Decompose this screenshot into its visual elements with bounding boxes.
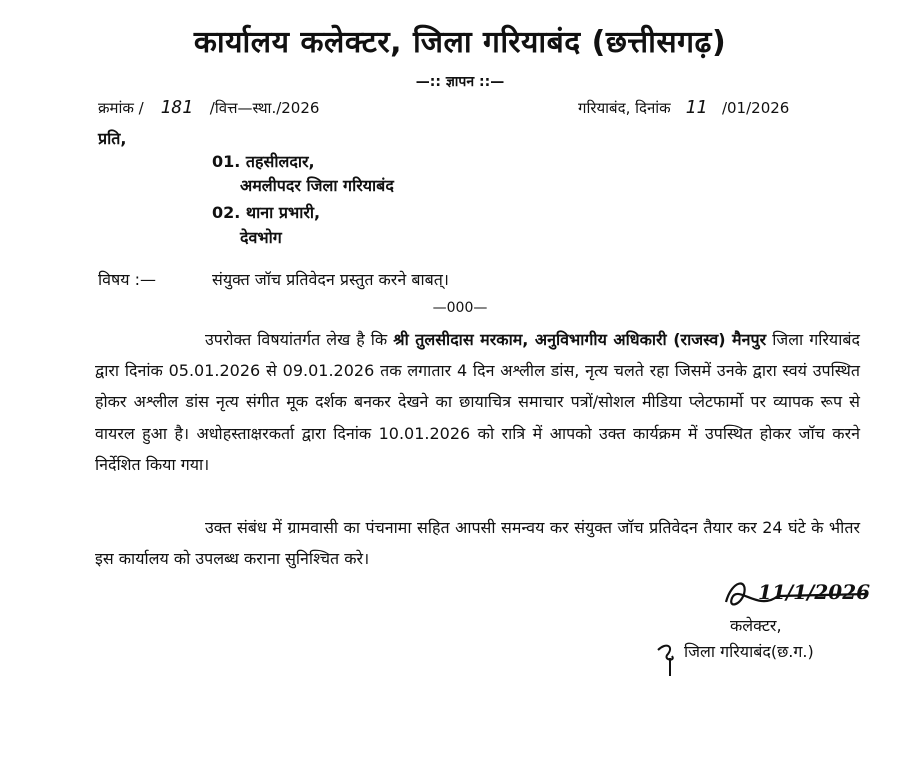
recipient-2-address: देवभोग bbox=[240, 228, 282, 247]
place-date-label: गरियाबंद, दिनांक bbox=[578, 99, 671, 117]
body-paragraph-2 bbox=[95, 512, 860, 574]
initials-scrawl bbox=[652, 636, 682, 680]
kramank-number: 181 bbox=[160, 97, 194, 118]
recipient-2-title: 02. थाना प्रभारी, bbox=[212, 203, 321, 222]
date-day: 11 bbox=[685, 97, 708, 118]
subject-label: विषय :— bbox=[98, 270, 157, 289]
subject-text: संयुक्त जॉच प्रतिवेदन प्रस्तुत करने बाबत्। bbox=[212, 270, 449, 289]
para2-text: उक्त संबंध में ग्रामवासी का पंचनामा सहित आपसी समन्वय कर संयुक्त जॉच प्रतिवेदन तैयार कर 24 घंटे के भीतर इस कार्यालय को उपलब्ध कराना सुनिश्चित करे। bbox=[95, 518, 860, 569]
prati-label: प्रति, bbox=[98, 129, 127, 148]
memo-heading: —:: ज्ञापन ::— bbox=[415, 74, 505, 90]
initials-mark bbox=[652, 636, 682, 684]
office-title: कार्यालय कलेक्टर, जिला गरियाबंद (छत्तीसगढ़) bbox=[193, 25, 727, 60]
date-rest: /01/2026 bbox=[721, 99, 790, 117]
kramank-label: क्रमांक / bbox=[98, 99, 144, 117]
para1-details: जिला गरियाबंद द्वारा दिनांक 05.01.2026 से 09.01.2026 तक लगातार 4 दिन अश्लील डांस, नृत्य चलते रहा जिसमें उनके द्वारा स्वयं उपस्थित होकर अश्लील डांस नृत्य संगीत मूक दर्शक बनकर देखने का छायाचित्र समाचार पत्रों/सोशल मीडिया प्लेटफार्मो पर व्यापक रूप से वायरल हुआ है। अधोहस्ताक्षरकर्ता द्वारा दिनांक 10.01.2026 को रात्रि में आपको उक्त कार्यक्रम में उपस्थित होकर जॉच करने निर्देशित किया गया। bbox=[95, 330, 860, 474]
collector-designation: कलेक्टर, bbox=[730, 616, 782, 635]
recipient-1-title: 01. तहसीलदार, bbox=[212, 152, 315, 171]
section-divider: —000— bbox=[432, 300, 488, 316]
recipient-1-address: अमलीपदर जिला गरियाबंद bbox=[240, 176, 394, 195]
officer-name: श्री तुलसीदास मरकाम, अनुविभागीय अधिकारी (राजस्व) मैनपुर bbox=[393, 330, 767, 349]
kramank-suffix: /वित्त—स्था./2026 bbox=[209, 99, 320, 117]
signature-date: 11/1/2026 bbox=[758, 580, 871, 604]
place-date bbox=[578, 97, 789, 118]
para1-intro: उपरोक्त विषयांतर्गत लेख है कि bbox=[205, 330, 388, 349]
collector-district: जिला गरियाबंद(छ.ग.) bbox=[684, 642, 814, 661]
reference-number bbox=[98, 97, 319, 118]
body-paragraph-1 bbox=[95, 324, 860, 480]
